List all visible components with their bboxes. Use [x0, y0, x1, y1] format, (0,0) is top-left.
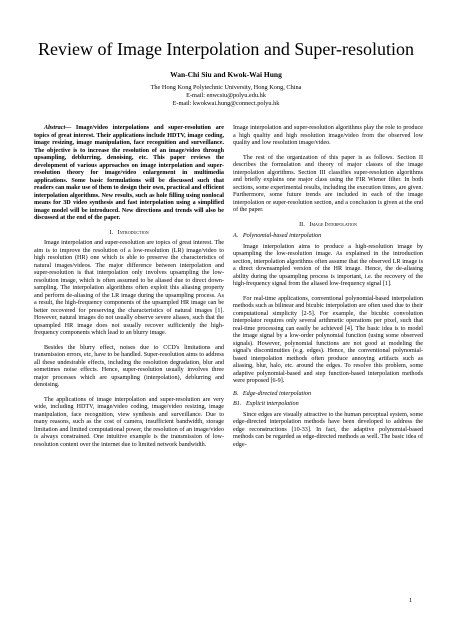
abstract	[34, 125, 224, 223]
intro-paragraph-1: Image interpolation and super-resolution are topics of great interest. The aim is to improve the resolution of a low-resolution (LR) image/video to high resolution (HR) one which is able to preserve the characteristics of natural images/videos. The major difference between interpolation and super-resolution is that interpolation only involves upsampling the low-resolution image, which is often assumed to be aliased due to direct down-sampling. The interpolation algorithms often exploit this aliasing property and perform de-aliasing of the LR image during the upsampling process. As a result, the high-frequency components of the upsampled HR image can be better recovered for preserving the characteristics of natural images [1]. However, natural images do not usually observe severe aliases, such that the upsampled HR image does not usually recover sufficiently the high-frequency components which lead to an blurry image.	[34, 240, 224, 336]
affiliation-email-1: E-mail: enwcsiu@polyu.edu.hk	[186, 92, 266, 99]
intro-paragraph-3: The applications of image interpolation and super-resolution are very wide, including HDTV, image/video coding, image/video resizing, image manipulation, face recognition, view synthesis and surveillance. Due to many reasons, such as the cost of camera, insufficient bandwidth, storage limitation and limited computational power, the resolution of an image/video is always constrained. One intuitive example is the transmission of low-resolution content over the internet due to limited network bandwidth.	[34, 396, 224, 448]
affiliation-institution: The Hong Kong Polytechnic University, Hong Kong, China	[150, 84, 302, 91]
abstract-text: Image/video interpolations and super-resolution are topics of great interest. Their applications include HDTV, image coding, image resizing, image manipulation, face recognition and surveillance. The objective is to increase the resolution of an image/video through upsampling, deblurring, denoising, etc. This paper reviews the development of various approaches on image interpolation and super-resolution theory for image/video enlargement in multimedia applications. Some basic formulations will be discussed such that readers can make use of them to design their own, practical and efficient interpolation algorithms. New results, such as hole filling using nonlocal means for 3D video synthesis and fast interpolation using a simplified image model will be introduced. New directions and trends will also be discussed at the end of the paper.	[34, 125, 224, 221]
affiliation-email-2: E-mail: kwokwai.hung@connect.polyu.hk	[172, 100, 280, 107]
subsection-heading-b1	[233, 401, 423, 409]
subsection-title: Edge-directed interpolation	[242, 390, 312, 397]
subsection-label: A.	[233, 233, 239, 239]
author-affiliation	[0, 84, 452, 108]
paper-title: Review of Image Interpolation and Super-resolution	[37, 39, 415, 59]
section-number: I.	[109, 228, 113, 236]
section-heading-image-interpolation	[233, 221, 423, 229]
section2-paragraph-b1: Since edges are visually attractive to the human perceptual system, some edge-directed interpolation methods have been developed to address the edge reconstructions [10-33]. In fact, the adaptive polynomial-based methods can be regarded as edge-directed methods as well. The basic idea of edge-	[233, 411, 423, 448]
section2-paragraph-a2: For real-time applications, conventional polynomial-based interpolation methods such as bilinear and bicubic interpolation are often used due to their computational simplicity [2-5]. For example, the bicubic convolution interpolator requires only several arithmetic operations per pixel, such that real-time processing can easily be achieved [4]. The basic idea is to model the image signal by a low-order polynomial function (using some observed signals). However, polynomial functions are not good at modeling the signal's discontinuities (e.g. edges). Hence, the conventional polynomial-based interpolation methods often produce annoying artifacts such as aliasing, blur, halo, etc. around the edges. To resolve this problem, some adaptive polynomial-based and step function-based interpolation methods were proposed [6-9].	[233, 295, 423, 384]
page-number: 1	[409, 597, 413, 604]
section-heading-introduction	[34, 229, 224, 237]
subsection-label: B1.	[233, 401, 242, 407]
paper-authors: Wan-Chi Siu and Kwok-Wai Hung	[170, 70, 282, 79]
intro-paragraph-2: Besides the blurry effect, noises due to CCD's limitations and transmission errors, etc, have to be handled. Super-resolution aims to address all these undesirable effects, including the resolution degradation, blur and sometimes noise effects. Hence, super-resolution usually involves three major processes which are upsampling (interpolation), deblurring and denoising.	[34, 344, 224, 388]
subsection-heading-a	[233, 233, 423, 241]
intro-paragraph-4: Image interpolation and super-resolution algorithms play the role to produce a high quality and high resolution image/video from the observed low quality and low resolution image/video.	[233, 125, 423, 146]
right-column	[233, 125, 423, 449]
abstract-lead: Abstract—	[44, 125, 72, 131]
section-title: Introduction	[117, 228, 149, 236]
subsection-title: Polynomial-based interpolation	[242, 233, 322, 239]
subsection-heading-b	[233, 391, 423, 399]
section-number: II.	[299, 220, 305, 228]
subsection-label: B.	[233, 390, 239, 397]
left-column	[34, 125, 224, 449]
subsection-title: Explicit interpolation	[245, 401, 299, 407]
section2-paragraph-a1: Image interpolation aims to produce a high-resolution image by upsampling the low-resolution image. As explained in the introduction section, interpolation algorithms often assume that the observed LR image is a direct downsampled version of the HR image. Hence, the de-aliasing ability during the upsampling process is important, i.e. the recovery of the high-frequency signal from the aliased low-frequency signal [1].	[233, 243, 423, 287]
section-title: Image Interpolation	[309, 220, 357, 228]
intro-paragraph-5: The rest of the organization of this paper is as follows. Section II describes the formulation and theory of major classes of the image interpolation algorithms. Section III classifies super-resolution algorithms and briefly explains one major class using the FIR Wiener filter. In both sections, some experimental results, including the execution times, are given. Furthermore, some future trends are included in each of the image interpolation or super-resolution section, and a conclusion is given at the end of the paper.	[233, 154, 423, 213]
